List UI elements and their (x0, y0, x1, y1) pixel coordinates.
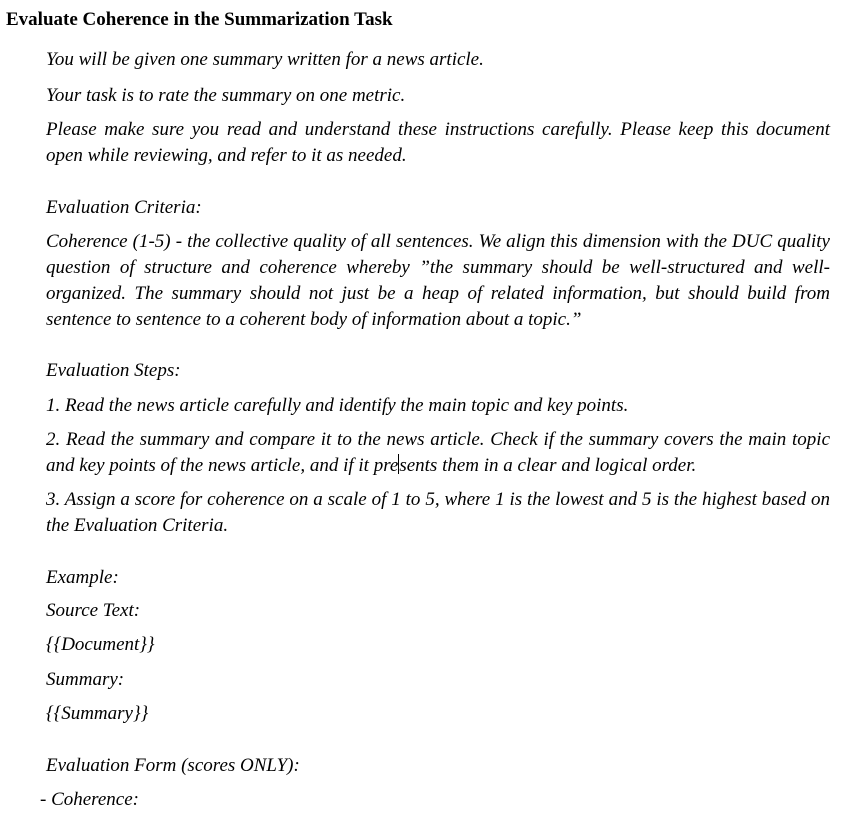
steps-heading: Evaluation Steps: (46, 360, 181, 381)
summary-label: Summary: (46, 669, 125, 690)
summary-placeholder: {{Summary}} (46, 703, 149, 724)
step-1: 1. Read the news article carefully and identify the main topic and key points. (46, 395, 629, 416)
step-2 (46, 427, 830, 479)
document-placeholder: {{Document}} (46, 634, 155, 655)
coherence-line (40, 787, 139, 813)
example-heading: Example: (46, 567, 119, 588)
criteria-heading: Evaluation Criteria: (46, 197, 202, 218)
intro-line-3: Please make sure you read and understand these instructions carefully. Please keep this document open while reviewing, and refer to it as needed. (46, 119, 830, 166)
step-3: 3. Assign a score for coherence on a scale of 1 to 5, where 1 is the lowest and 5 is the highest based on the Evaluation Criteria. (46, 489, 830, 536)
step-2-text-after-cursor: sents them in a clear and logical order. (399, 455, 697, 476)
source-text-label: Source Text: (46, 600, 141, 621)
step-2-text-before-cursor: 2. Read the summary and compare it to the news article. Check if the summary covers the main topic and key points of the news article, and if it pre (46, 429, 830, 476)
intro-line-2: Your task is to rate the summary on one metric. (46, 85, 406, 106)
coherence-label: Coherence: (51, 789, 139, 810)
coherence-dash: - (40, 789, 52, 810)
evaluation-form-heading: Evaluation Form (scores ONLY): (46, 755, 300, 776)
criteria-text: Coherence (1-5) - the collective quality of all sentences. We align this dimension with the DUC quality question of structure and coherence whereby ”the summary should be well-structured and well-organized. The summary should not just be a heap of related information, but should build from sentence to sentence to a coherent body of information about a topic.” (46, 231, 830, 330)
page-title: Evaluate Coherence in the Summarization Task (6, 9, 393, 30)
intro-line-1: You will be given one summary written for a news article. (46, 49, 484, 70)
